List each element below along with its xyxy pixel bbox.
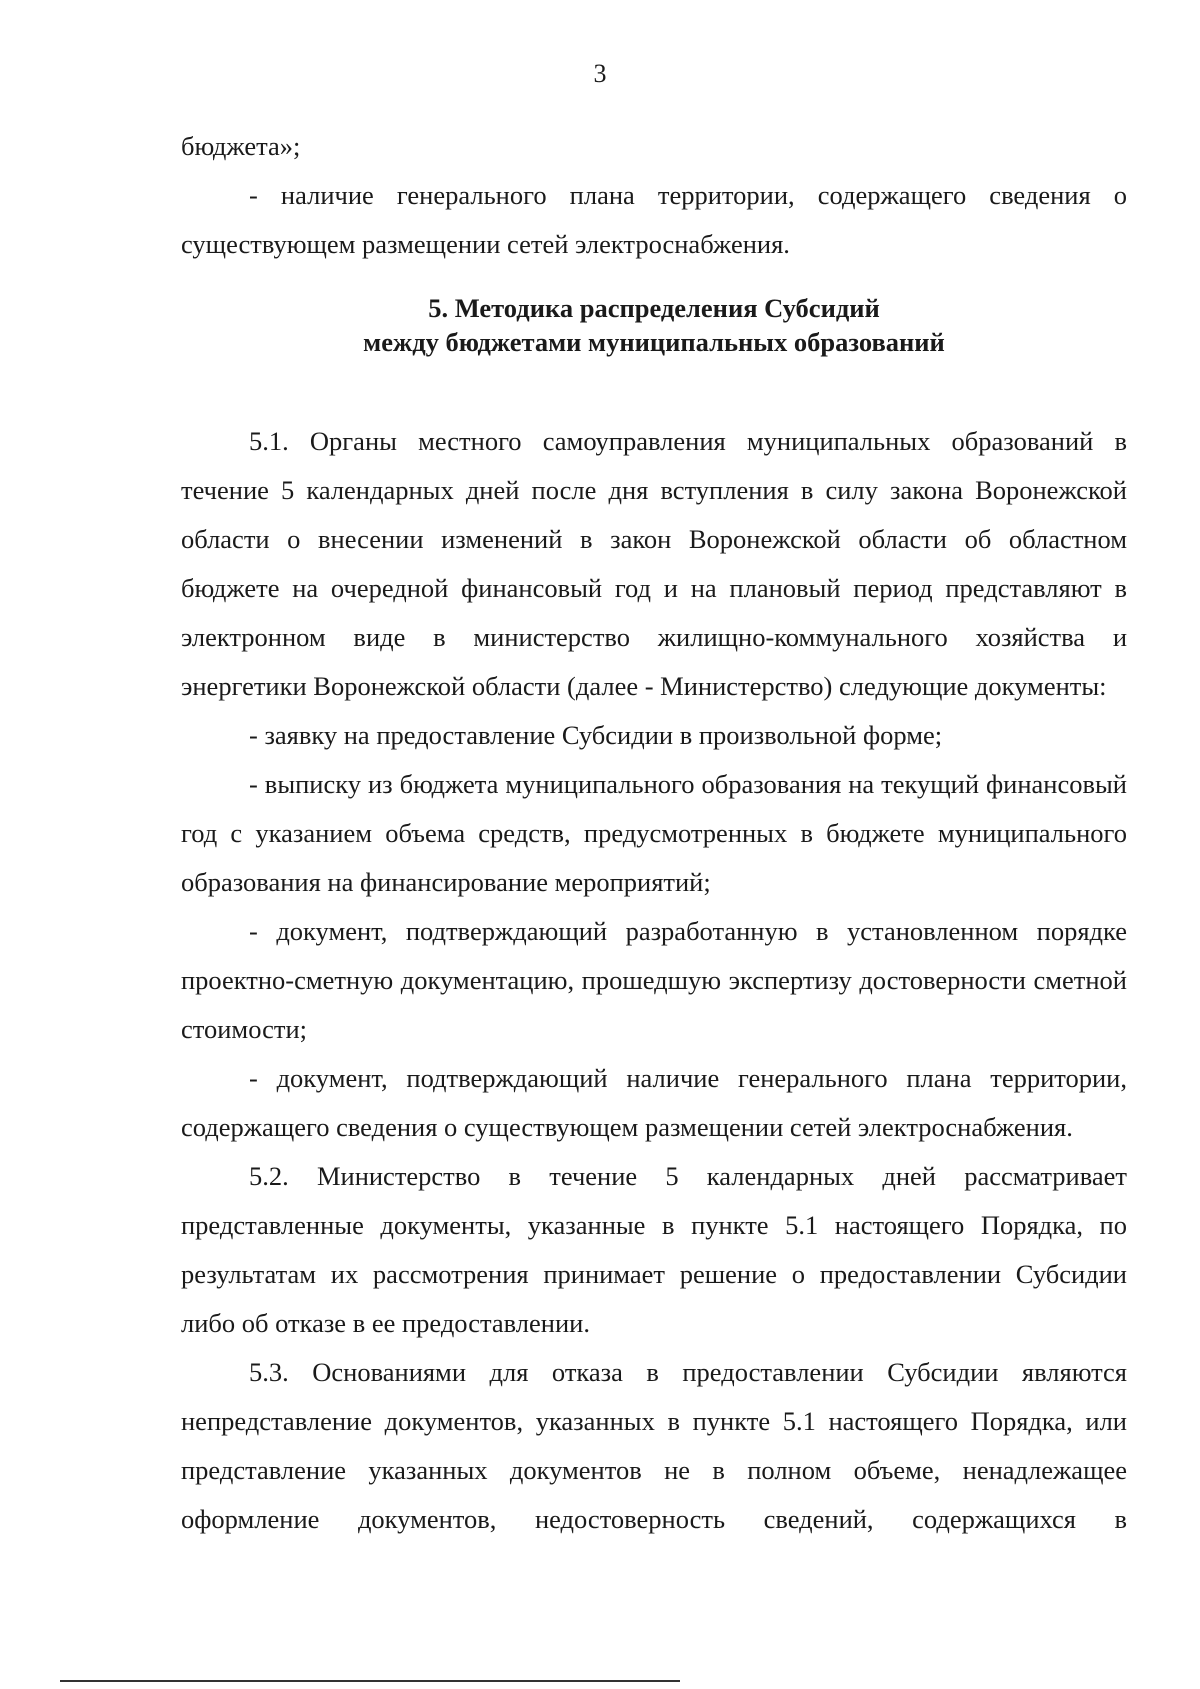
spacer [181,359,1127,417]
section-heading [181,291,1127,359]
paragraph-5-1: 5.1. Органы местного самоуправления муниципальных образований в течение 5 календарных дней после дня вступления в силу закона Воронежской области о внесении изменений в закон Воронежской области об областном бюджете на очередной финансовый год и на плановый период представляют в электронном виде в министерство жилищно-коммунального хозяйства и энергетики Воронежской области (далее - Министерство) следующие документы: [181,426,1127,701]
paragraph-list-item: - документ, подтверждающий разработанную в установленном порядке проектно-сметную документацию, прошедшую экспертизу достоверности сметной стоимости; [181,916,1127,1044]
section-heading-line-2: между бюджетами муниципальных образований [363,327,945,357]
section-heading-line-1: 5. Методика распределения Субсидий [428,293,880,323]
paragraph-list-item: - документ, подтверждающий наличие генерального плана территории, содержащего сведения о существующем размещении сетей электроснабжения. [181,1063,1127,1142]
document-body [181,122,1127,1544]
paragraph-5-3: 5.3. Основаниями для отказа в предоставлении Субсидии являются непредставление документов, указанных в пункте 5.1 настоящего Порядка, или представление указанных документов не в полном объеме, ненадлежащее оформление документов, недостоверность сведений, содержащихся в [181,1357,1127,1534]
paragraph-list-item: - выписку из бюджета муниципального образования на текущий финансовый год с указанием объема средств, предусмотренных в бюджете муниципального образования на финансирование мероприятий; [181,769,1127,897]
paragraph-list-item: - наличие генерального плана территории, содержащего сведения о существующем размещении сетей электроснабжения. [181,180,1127,259]
bottom-scan-line [60,1680,680,1682]
paragraph-continuation: бюджета»; [181,131,301,161]
paragraph-list-item: - заявку на предоставление Субсидии в произвольной форме; [249,720,943,750]
paragraph-5-2: 5.2. Министерство в течение 5 календарных дней рассматривает представленные документы, указанные в пункте 5.1 настоящего Порядка, по результатам их рассмотрения принимает решение о предоставлении Субсидии либо об отказе в ее предоставлении. [181,1161,1127,1338]
page-number: 3 [593,59,607,88]
